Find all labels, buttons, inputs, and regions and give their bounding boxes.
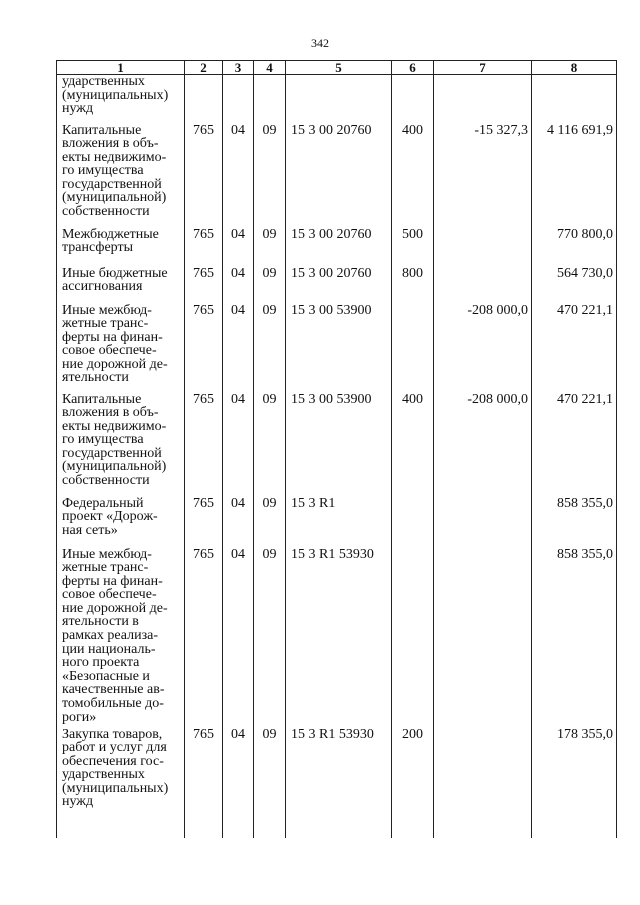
- description-line: Иные межбюд-: [62, 302, 152, 318]
- description-line: проект «Дорож-: [62, 509, 158, 525]
- description-line: обеспечения гос-: [62, 753, 164, 769]
- description-line: (муниципальных): [62, 780, 169, 796]
- column-header: 8: [532, 61, 617, 75]
- description-line: ятельности: [62, 370, 129, 386]
- expense-type-cell: [392, 304, 434, 393]
- subsection-code-cell: [254, 75, 286, 124]
- description-line: собственности: [62, 473, 150, 489]
- description-line: (муниципальных): [62, 87, 169, 103]
- row-description: [57, 304, 185, 393]
- row-description: [57, 497, 185, 548]
- total-amount-cell: 178 355,0: [532, 728, 617, 838]
- change-amount-cell: [434, 75, 532, 124]
- description-line: рамках реализа-: [62, 628, 158, 644]
- change-amount-cell: [434, 548, 532, 728]
- subsection-code-cell: 09: [254, 548, 286, 728]
- publisher-code-cell: 765: [185, 393, 223, 497]
- column-header: 3: [223, 61, 254, 75]
- expense-type-cell: [392, 548, 434, 728]
- description-line: Закупка товаров,: [62, 726, 163, 742]
- description-line: Капитальные: [62, 391, 142, 407]
- target-item-cell: 15 3 00 20760: [286, 267, 392, 304]
- expense-type-cell: [392, 497, 434, 548]
- description-line: Капитальные: [62, 122, 142, 138]
- column-header: 7: [434, 61, 532, 75]
- description-line: государственной: [62, 445, 162, 461]
- subsection-code-cell: 09: [254, 728, 286, 838]
- table-row: [57, 75, 617, 124]
- publisher-code-cell: 765: [185, 124, 223, 228]
- row-description: [57, 393, 185, 497]
- section-code-cell: 04: [223, 393, 254, 497]
- description-line: ного проекта: [62, 655, 140, 671]
- section-code-cell: 04: [223, 124, 254, 228]
- description-line: ударственных: [62, 74, 145, 89]
- section-code-cell: 04: [223, 267, 254, 304]
- description-line: томобильные до-: [62, 696, 164, 712]
- description-line: совое обеспече-: [62, 343, 157, 359]
- description-line: Иные бюджетные: [62, 265, 168, 281]
- row-description: [57, 75, 185, 124]
- column-header: 6: [392, 61, 434, 75]
- description-line: жетные транс-: [62, 316, 149, 332]
- change-amount-cell: -208 000,0: [434, 393, 532, 497]
- expense-type-cell: 500: [392, 228, 434, 267]
- change-amount-cell: -208 000,0: [434, 304, 532, 393]
- row-description: [57, 228, 185, 267]
- row-description: [57, 267, 185, 304]
- publisher-code-cell: 765: [185, 548, 223, 728]
- row-description: [57, 548, 185, 728]
- section-code-cell: 04: [223, 728, 254, 838]
- column-header: 5: [286, 61, 392, 75]
- total-amount-cell: 770 800,0: [532, 228, 617, 267]
- total-amount-cell: 858 355,0: [532, 548, 617, 728]
- subsection-code-cell: 09: [254, 267, 286, 304]
- total-amount-cell: 564 730,0: [532, 267, 617, 304]
- publisher-code-cell: 765: [185, 228, 223, 267]
- description-line: нужд: [62, 794, 94, 810]
- table-row: [57, 124, 617, 228]
- publisher-code-cell: 765: [185, 728, 223, 838]
- change-amount-cell: [434, 267, 532, 304]
- description-line: го имущества: [62, 163, 144, 179]
- expense-type-cell: 400: [392, 124, 434, 228]
- total-amount-cell: 4 116 691,9: [532, 124, 617, 228]
- description-line: нужд: [62, 101, 94, 117]
- section-code-cell: [223, 75, 254, 124]
- description-line: ассигнования: [62, 279, 143, 295]
- subsection-code-cell: 09: [254, 393, 286, 497]
- description-line: ятельности в: [62, 614, 139, 630]
- target-item-cell: 15 3 R1 53930: [286, 548, 392, 728]
- description-line: ударственных: [62, 767, 145, 783]
- description-line: ние дорожной де-: [62, 356, 168, 372]
- change-amount-cell: [434, 497, 532, 548]
- table-row: [57, 393, 617, 497]
- total-amount-cell: [532, 75, 617, 124]
- description-line: ние дорожной де-: [62, 600, 168, 616]
- description-line: вложения в объ-: [62, 136, 159, 152]
- description-line: Межбюджетные: [62, 226, 159, 242]
- description-line: (муниципальной): [62, 459, 167, 475]
- description-line: государственной: [62, 176, 162, 192]
- expense-type-cell: 400: [392, 393, 434, 497]
- change-amount-cell: [434, 728, 532, 838]
- description-line: вложения в объ-: [62, 405, 159, 421]
- description-line: качественные ав-: [62, 682, 165, 698]
- row-description: [57, 124, 185, 228]
- description-line: трансферты: [62, 240, 134, 256]
- section-code-cell: 04: [223, 548, 254, 728]
- description-line: «Безопасные и: [62, 668, 150, 684]
- target-item-cell: 15 3 00 20760: [286, 228, 392, 267]
- target-item-cell: 15 3 R1 53930: [286, 728, 392, 838]
- target-item-cell: [286, 75, 392, 124]
- description-line: Федеральный: [62, 495, 144, 511]
- description-line: екты недвижимо-: [62, 418, 167, 434]
- description-line: собственности: [62, 204, 150, 220]
- description-line: ции националь-: [62, 641, 156, 657]
- description-line: ферты на финан-: [62, 573, 163, 589]
- description-line: роги»: [62, 709, 97, 725]
- subsection-code-cell: 09: [254, 497, 286, 548]
- change-amount-cell: [434, 228, 532, 267]
- description-line: Иные межбюд-: [62, 546, 152, 562]
- description-line: работ и услуг для: [62, 740, 167, 756]
- target-item-cell: 15 3 00 53900: [286, 304, 392, 393]
- description-line: (муниципальной): [62, 190, 167, 206]
- expense-type-cell: 800: [392, 267, 434, 304]
- table-row: [57, 228, 617, 267]
- total-amount-cell: 470 221,1: [532, 393, 617, 497]
- description-line: совое обеспече-: [62, 587, 157, 603]
- publisher-code-cell: 765: [185, 304, 223, 393]
- page-number: 342: [311, 36, 329, 50]
- publisher-code-cell: 765: [185, 267, 223, 304]
- section-code-cell: 04: [223, 228, 254, 267]
- description-line: ферты на финан-: [62, 329, 163, 345]
- table-row: [57, 267, 617, 304]
- header-row: [57, 61, 617, 75]
- budget-table: [56, 60, 617, 838]
- table-row: [57, 728, 617, 838]
- description-line: екты недвижимо-: [62, 149, 167, 165]
- description-line: ная сеть»: [62, 522, 118, 538]
- publisher-code-cell: 765: [185, 497, 223, 548]
- target-item-cell: 15 3 00 20760: [286, 124, 392, 228]
- column-header: 4: [254, 61, 286, 75]
- column-header: 2: [185, 61, 223, 75]
- table-row: [57, 548, 617, 728]
- row-description: [57, 728, 185, 838]
- column-header: 1: [57, 61, 185, 75]
- section-code-cell: 04: [223, 304, 254, 393]
- table-row: [57, 304, 617, 393]
- table-row: [57, 497, 617, 548]
- publisher-code-cell: [185, 75, 223, 124]
- subsection-code-cell: 09: [254, 304, 286, 393]
- expense-type-cell: [392, 75, 434, 124]
- change-amount-cell: -15 327,3: [434, 124, 532, 228]
- total-amount-cell: 470 221,1: [532, 304, 617, 393]
- subsection-code-cell: 09: [254, 124, 286, 228]
- subsection-code-cell: 09: [254, 228, 286, 267]
- section-code-cell: 04: [223, 497, 254, 548]
- target-item-cell: 15 3 R1: [286, 497, 392, 548]
- table-body: [57, 75, 617, 838]
- target-item-cell: 15 3 00 53900: [286, 393, 392, 497]
- total-amount-cell: 858 355,0: [532, 497, 617, 548]
- description-line: жетные транс-: [62, 560, 149, 576]
- expense-type-cell: 200: [392, 728, 434, 838]
- description-line: го имущества: [62, 432, 144, 448]
